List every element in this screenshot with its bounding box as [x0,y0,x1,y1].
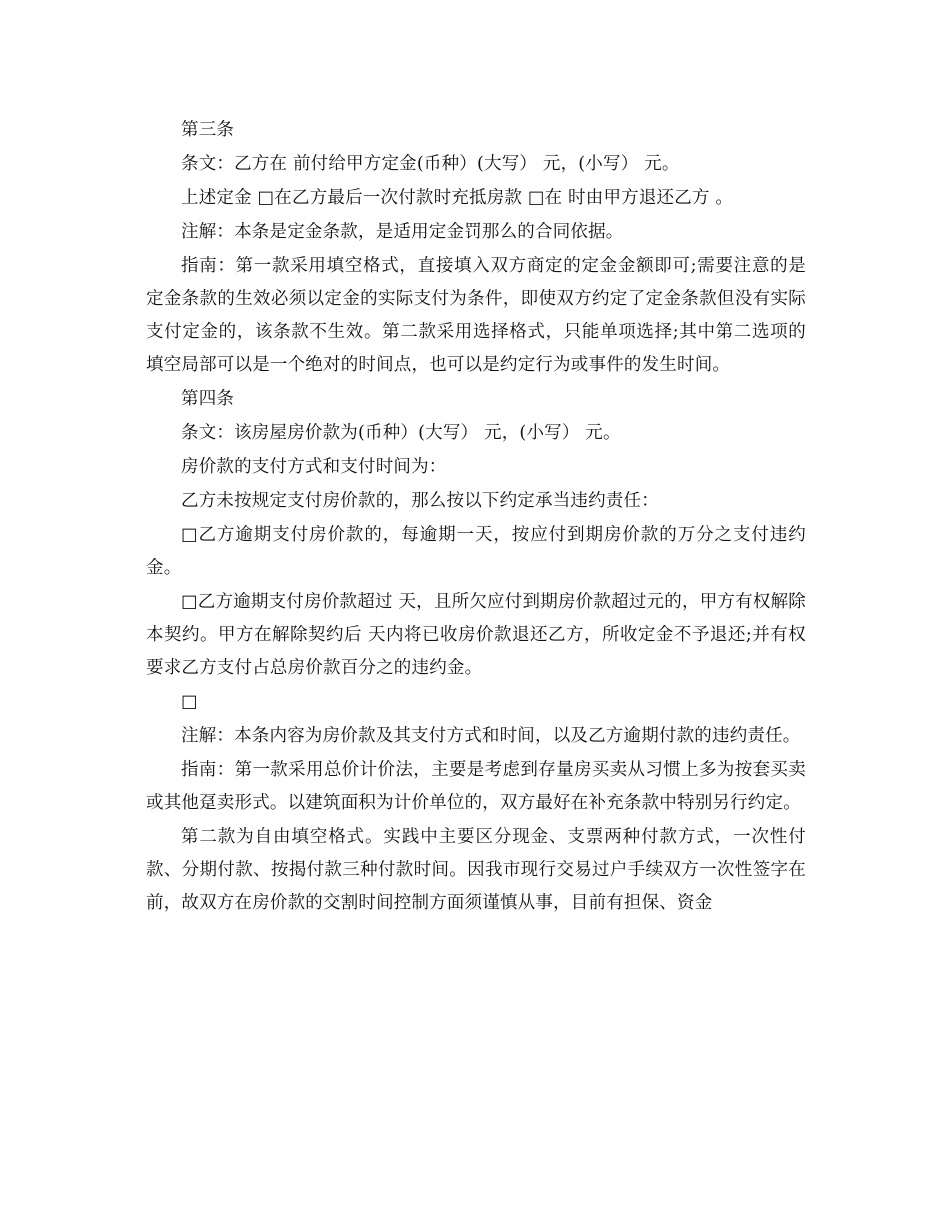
article-3-deposit-options: 上述定金 □在乙方最后一次付款时充抵房款 □在 时由甲方退还乙方 。 [181,188,734,208]
article-4-heading: 第四条 [181,389,235,409]
article-4-option-2: □乙方逾期支付房价款超过 天，且所欠应付到期房价款超过元的，甲方有权解除本契约。甲方在解除契约后 天内将已收房价款退还乙方，所收定金不予退还;并有权要求乙方支付占总房价款百分之的违约金。 [146,592,806,678]
article-4-guide: 指南：第一款采用总价计价法，主要是考虑到存量房买卖从习惯上多为按套买卖或其他趸卖形式。以建筑面积为计价单位的，双方最好在补充条款中特别另行约定。 [146,760,806,813]
article-4-breach-intro: 乙方未按规定支付房价款的，那么按以下约定承当违约责任： [181,491,659,511]
article-3-clause-text: 条文：乙方在 前付给甲方定金(币种）(大写） 元，(小写） 元。 [181,154,680,174]
article-4-payment-method: 房价款的支付方式和支付时间为： [181,457,447,477]
article-4-note: 注解：本条内容为房价款及其支付方式和时间，以及乙方逾期付款的违约责任。 [181,726,801,746]
article-4-clause-text: 条文：该房屋房价款为(币种）(大写） 元，(小写） 元。 [181,423,621,443]
article-4-second-clause-guide: 第二款为自由填空格式。实践中主要区分现金、支票两种付款方式，一次性付款、分期付款、按揭付款三种付款时间。因我市现行交易过户手续双方一次性签字在前，故双方在房价款的交割时间控制方面须谨慎从事，目前有担保、资金 [146,827,806,913]
article-4-option-1: □乙方逾期支付房价款的，每逾期一天，按应付到期房价款的万分之支付违约金。 [146,525,806,578]
article-3-guide: 指南：第一款采用填空格式，直接填入双方商定的定金金额即可;需要注意的是定金条款的生效必须以定金的实际支付为条件，即使双方约定了定金条款但没有实际支付定金的，该条款不生效。第二款采用选择格式，只能单项选择;其中第二选项的填空局部可以是一个绝对的时间点，也可以是约定行为或事件的发生时间。 [146,256,806,375]
document-body [146,114,806,920]
article-3-heading: 第三条 [181,120,235,140]
article-3-note: 注解：本条是定金条款，是适用定金罚那么的合同依据。 [181,222,624,242]
article-4-option-3: □ [181,692,198,712]
